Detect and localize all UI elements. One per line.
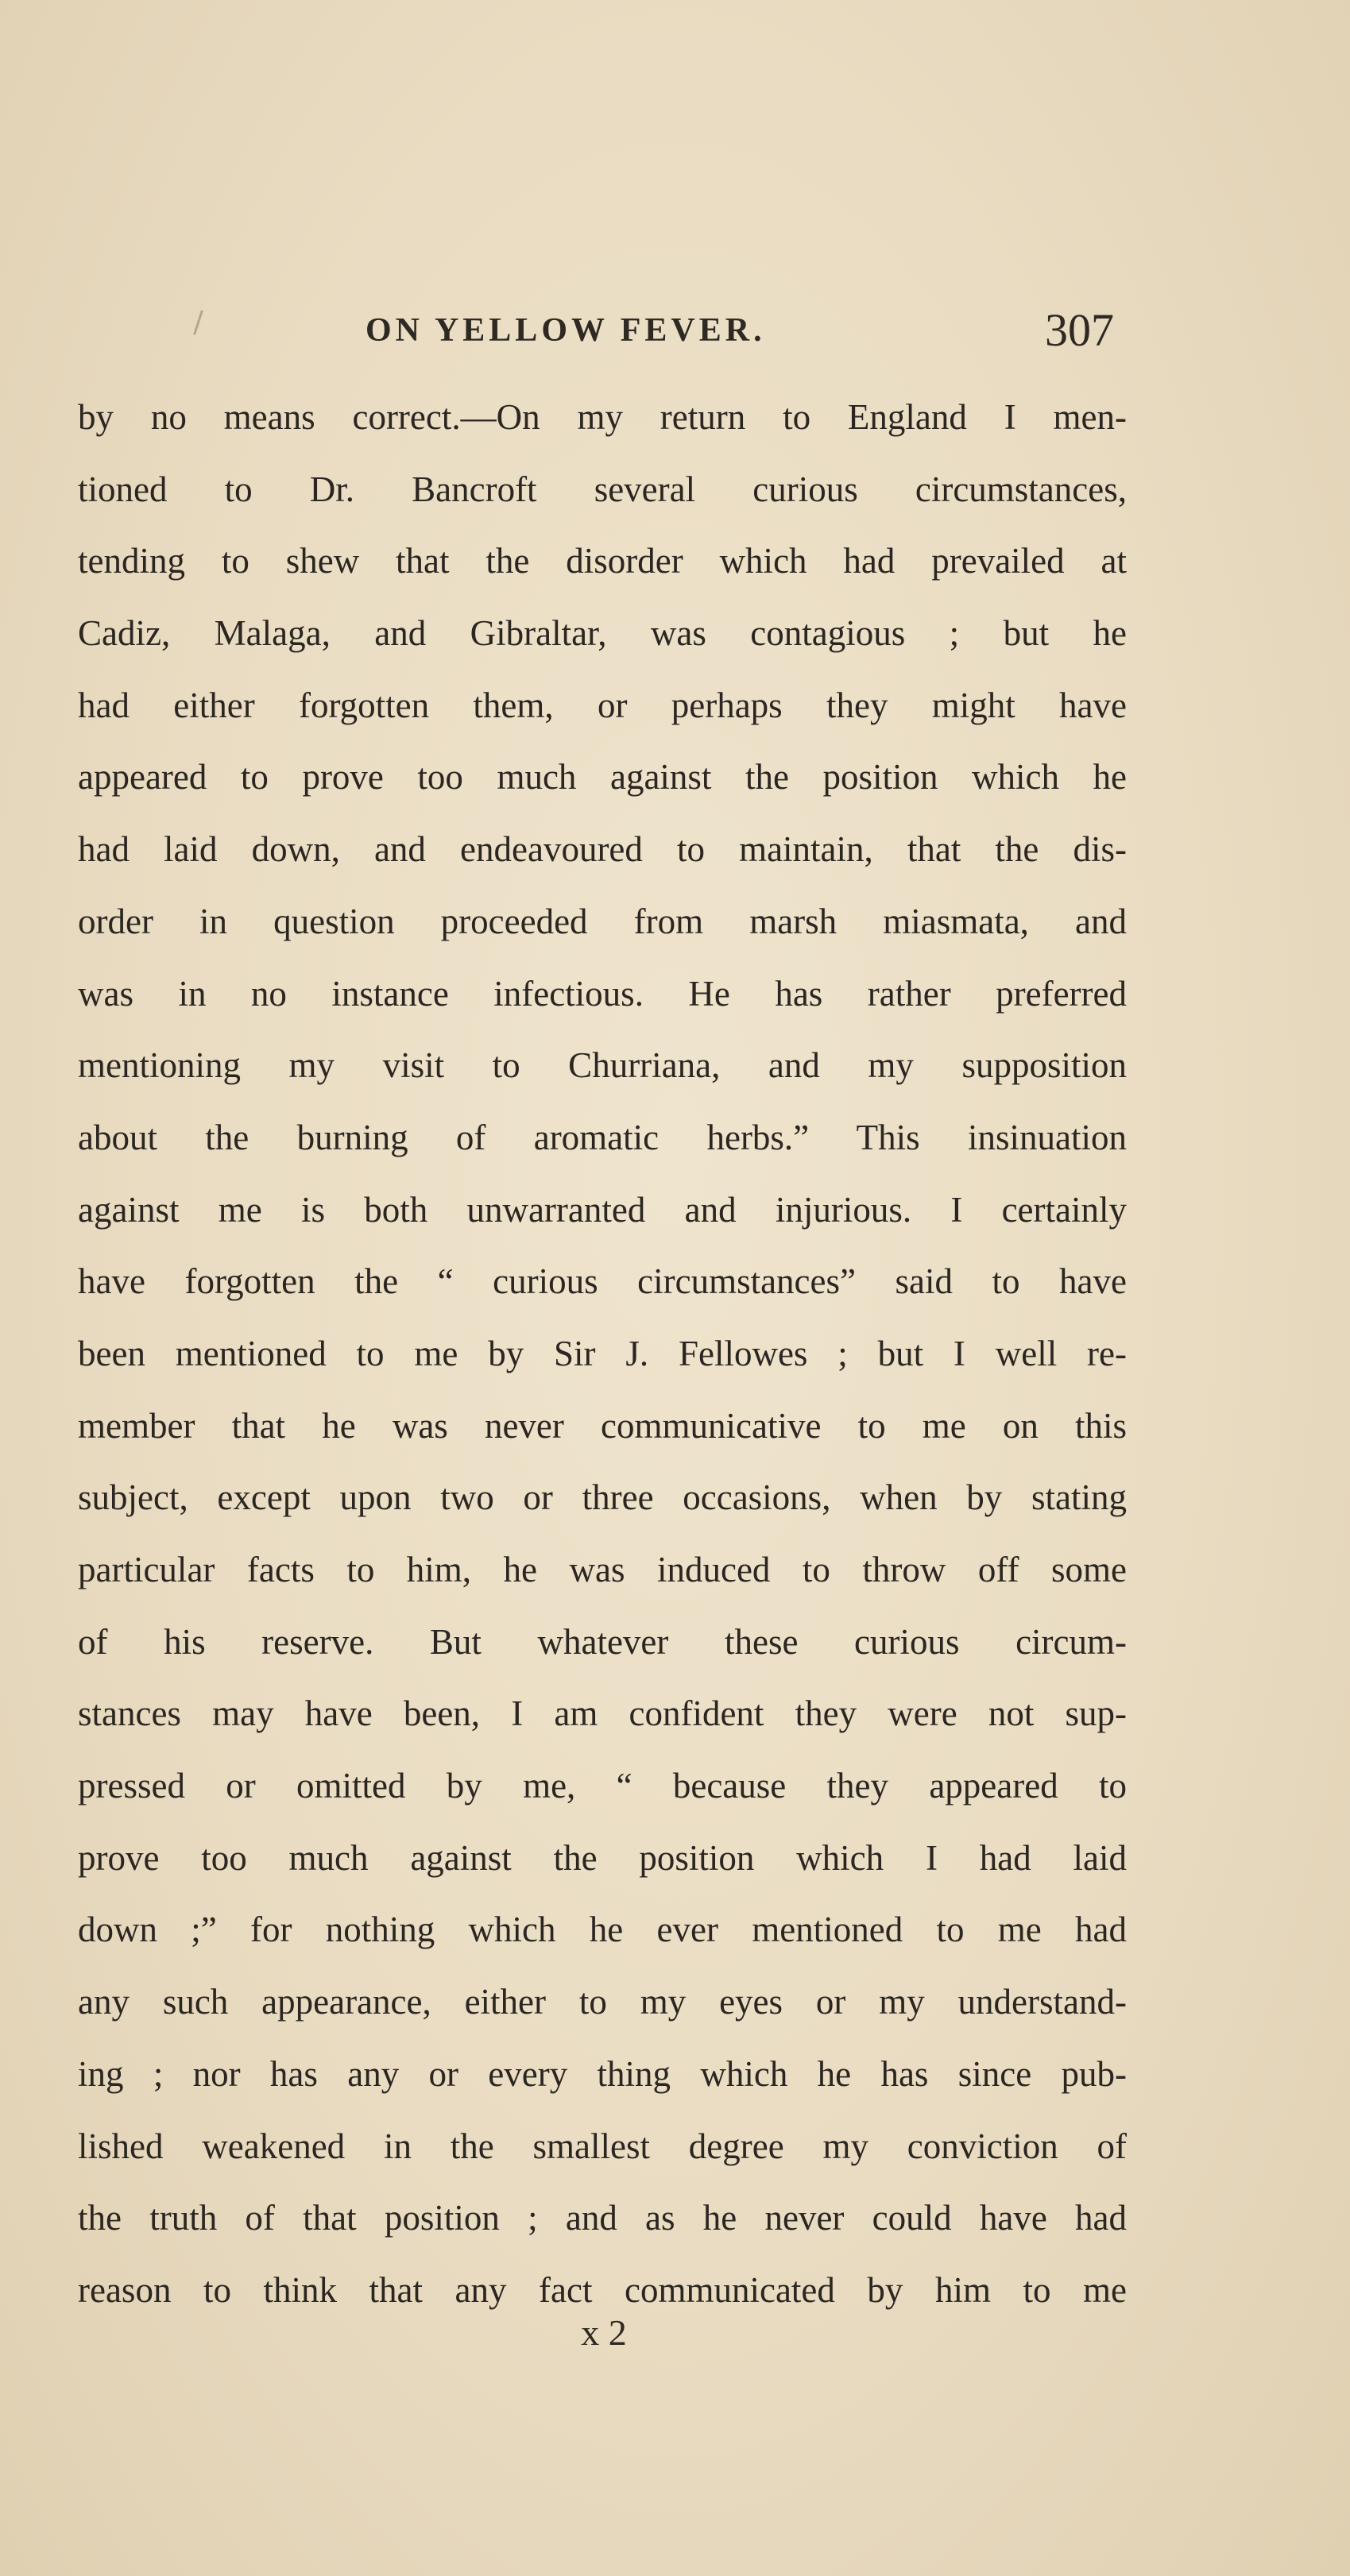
- text-line: tending to shew that the disorder which had prevailed at: [78, 541, 1127, 581]
- text-line: have forgotten the “ curious circumstances” said to have: [78, 1261, 1127, 1302]
- text-line: subject, except upon two or three occasions, when by stating: [78, 1477, 1127, 1518]
- text-line: stances may have been, I am confident they were not sup-: [78, 1694, 1127, 1734]
- text-line: tioned to Dr. Bancroft several curious circumstances,: [78, 469, 1127, 509]
- text-line: about the burning of aromatic herbs.” This insinuation: [78, 1117, 1127, 1157]
- text-line: order in question proceeded from marsh miasmata, and: [78, 901, 1127, 941]
- text-line: prove too much against the position which I had laid: [78, 1837, 1127, 1878]
- text-line: reason to think that any fact communicated by him to me: [78, 2269, 1127, 2310]
- text-line: appeared to prove too much against the position which he: [78, 757, 1127, 798]
- text-line: was in no instance infectious. He has rather preferred: [78, 973, 1127, 1014]
- text-line: been mentioned to me by Sir J. Fellowes ; but I well re-: [78, 1333, 1127, 1373]
- text-line: member that he was never communicative to me on this: [78, 1405, 1127, 1446]
- signature-mark: x 2: [581, 2312, 627, 2353]
- text-line: by no means correct.—On my return to England I men-: [78, 397, 1127, 437]
- text-line: of his reserve. But whatever these curious circum-: [78, 1621, 1127, 1662]
- text-line: pressed or omitted by me, “ because they appeared to: [78, 1766, 1127, 1806]
- text-line: against me is both unwarranted and injurious. I certainly: [78, 1189, 1127, 1230]
- text-line: ing ; nor has any or every thing which he has since pub-: [78, 2053, 1127, 2094]
- text-line: had either forgotten them, or perhaps they might have: [78, 685, 1127, 725]
- page-header: [0, 295, 1350, 359]
- text-line: down ;” for nothing which he ever mentioned to me had: [78, 1910, 1127, 1950]
- page-number: 307: [1045, 304, 1114, 356]
- text-line: any such appearance, either to my eyes or my understand-: [78, 1982, 1127, 2022]
- body-text: [78, 381, 1127, 2327]
- running-title: ON YELLOW FEVER.: [366, 312, 766, 349]
- text-line: mentioning my visit to Churriana, and my supposition: [78, 1045, 1127, 1086]
- text-line: particular facts to him, he was induced to throw off some: [78, 1550, 1127, 1589]
- text-line: lished weakened in the smallest degree my conviction of: [78, 2126, 1127, 2166]
- text-line: Cadiz, Malaga, and Gibraltar, was contagious ; but he: [78, 613, 1127, 654]
- text-line: the truth of that position ; and as he never could have had: [78, 2198, 1127, 2238]
- text-line: had laid down, and endeavoured to maintain, that the dis-: [78, 829, 1127, 870]
